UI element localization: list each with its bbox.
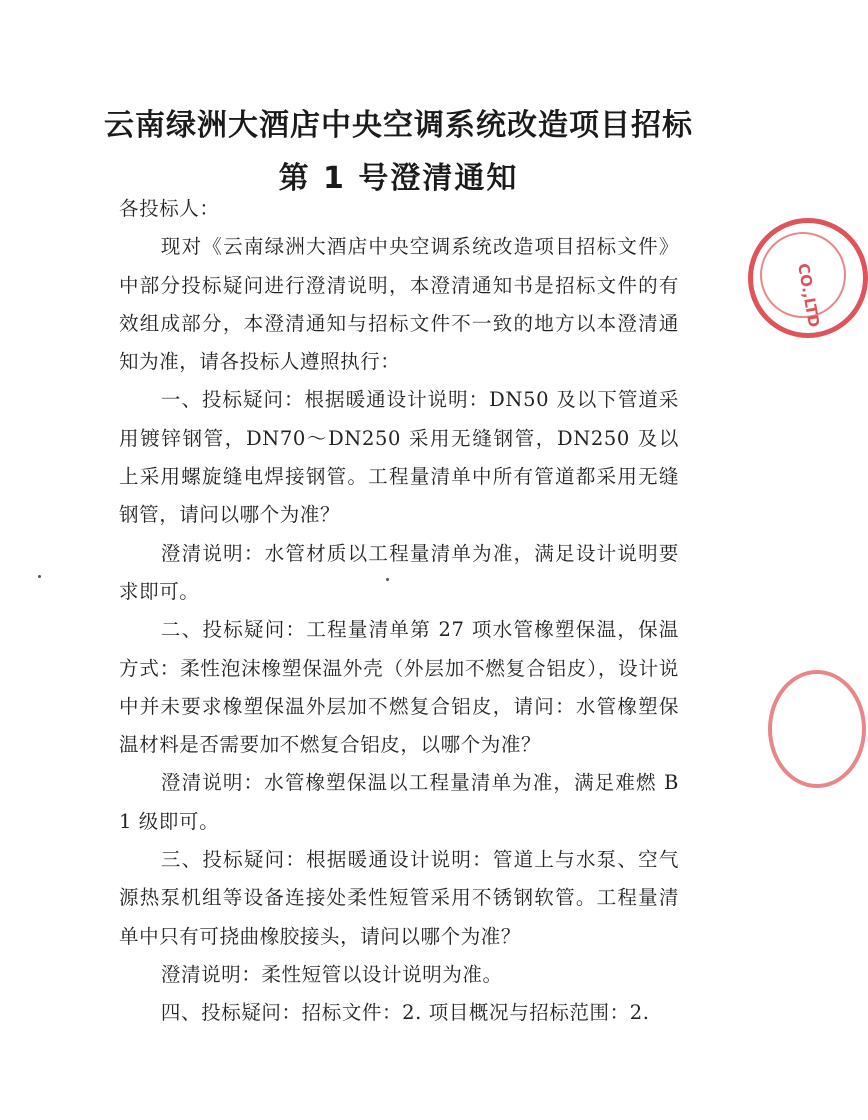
paragraph-answer-2: 澄清说明：水管橡塑保温以工程量清单为准，满足难燃 B 1 级即可。	[119, 771, 679, 833]
scan-speck	[38, 575, 41, 578]
paragraph-answer-3: 澄清说明：柔性短管以设计说明为准。	[160, 962, 503, 986]
paragraph-intro: 现对《云南绿洲大酒店中央空调系统改造项目招标文件》中部分投标疑问进行澄清说明，本澄清通知书是招标文件的有效组成部分，本澄清通知与招标文件不一致的地方以本澄清通知为准，请各投标人遵照执行：	[119, 235, 679, 374]
paragraph-question-2: 二、投标疑问：工程量清单第 27 项水管橡塑保温，保温方式：柔性泡沫橡塑保温外壳（外层加不燃复合铝皮），设计说中并未要求橡塑保温外层加不燃复合铝皮，请问：水管橡塑保温材料是否需要加不燃复合铝皮，以哪个为准？	[119, 618, 679, 757]
paragraph-question-4: 四、投标疑问：招标文件：2. 项目概况与招标范围：2.	[160, 1001, 650, 1025]
document-title: 云南绿洲大酒店中央空调系统改造项目招标	[104, 108, 693, 143]
salutation: 各投标人：	[119, 197, 220, 220]
scan-speck	[386, 578, 389, 581]
document-body	[119, 190, 679, 1033]
paragraph-question-1: 一、投标疑问：根据暖通设计说明：DN50 及以下管道采用镀锌钢管，DN70～DN250 采用无缝钢管，DN250 及以上采用螺旋缝电焊接钢管。工程量清单中所有管道都采用无缝钢管，请问以哪个为准？	[119, 388, 679, 527]
paragraph-question-3: 三、投标疑问：根据暖通设计说明：管道上与水泵、空气源热泵机组等设备连接处柔性短管采用不锈钢软管。工程量清单中只有可挠曲橡胶接头，请问以哪个为准？	[119, 848, 679, 948]
seal-text: CO.,LTD	[794, 261, 824, 329]
red-seal-fragment-icon	[768, 670, 866, 788]
paragraph-answer-1: 澄清说明：水管材质以工程量清单为准，满足设计说明要求即可。	[119, 541, 679, 603]
document-subtitle: 第 1 号澄清通知	[278, 161, 519, 196]
